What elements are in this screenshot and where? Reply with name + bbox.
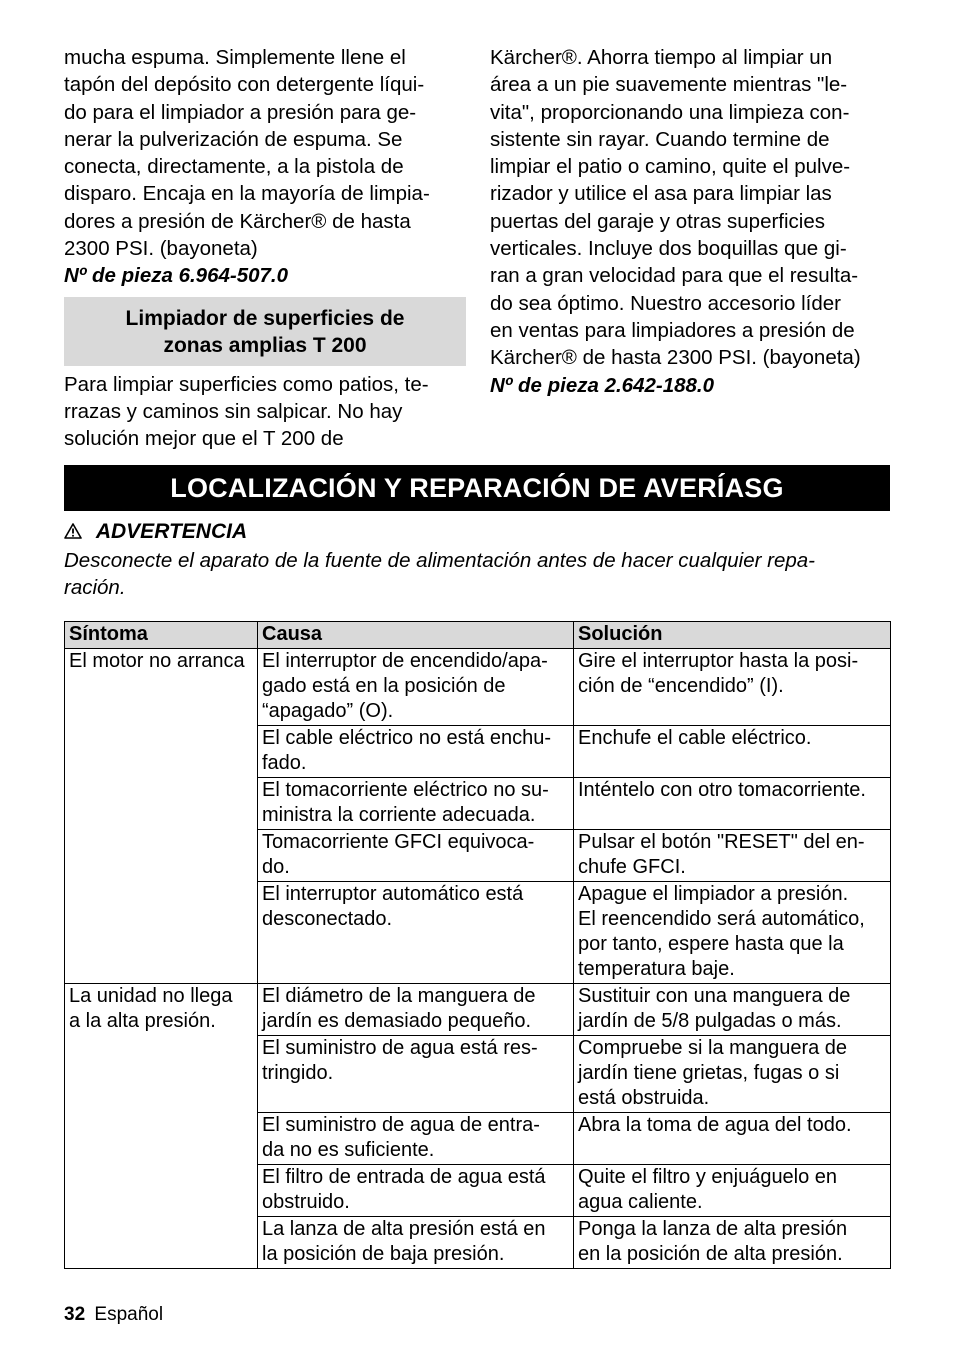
cause-cell: Tomacorriente GFCI equivoca- do.: [258, 830, 574, 882]
troubleshooting-table: [64, 621, 891, 1269]
solution-cell: Enchufe el cable eléctrico.: [574, 726, 891, 778]
footer-language: Español: [94, 1304, 164, 1325]
page-number: 32: [64, 1304, 86, 1325]
part-number-foam-nozzle: Nº de pieza 6.964-507.0: [64, 264, 288, 288]
cause-cell: El tomacorriente eléctrico no su- ministra la corriente adecuada.: [258, 778, 574, 830]
solution-cell: Pulsar el botón "RESET" del en- chufe GFCI.: [574, 830, 891, 882]
section-title: LOCALIZACIÓN Y REPARACIÓN DE AVERÍASG: [64, 465, 890, 511]
intro-paragraph: mucha espuma. Simplemente llene el tapón del depósito con detergente líqui- do para el limpiador a presión para ge- nerar la pulverización de espuma. Se conecta, directamente, a la pistola de disparo. Encaja en la mayoría de limpia- dores a presión de Kärcher® de hasta 2300 PSI. (bayoneta): [64, 46, 430, 261]
symptom-cell: La unidad no llega a la alta presión.: [65, 984, 258, 1269]
cause-cell: El diámetro de la manguera de jardín es demasiado pequeño.: [258, 984, 574, 1036]
cause-cell: El filtro de entrada de agua está obstruido.: [258, 1165, 574, 1217]
table-row: [65, 984, 891, 1036]
header-cause: Causa: [258, 622, 574, 649]
subsection-heading: Limpiador de superficies de zonas amplias T 200: [64, 297, 466, 366]
warning-heading: [64, 518, 247, 546]
cause-cell: El interruptor de encendido/apa- gado está en la posición de “apagado” (O).: [258, 649, 574, 726]
header-symptom: Síntoma: [65, 622, 258, 649]
warning-title: ADVERTENCIA: [95, 520, 248, 543]
cause-cell: El interruptor automático está desconectado.: [258, 882, 574, 984]
cause-cell: El cable eléctrico no está enchu- fado.: [258, 726, 574, 778]
solution-cell: Gire el interruptor hasta la posi- ción de “encendido” (I).: [574, 649, 891, 726]
solution-cell: Inténtelo con otro tomacorriente.: [574, 778, 891, 830]
warning-triangle-icon: [64, 520, 88, 543]
part-number-surface-cleaner: Nº de pieza 2.642-188.0: [490, 373, 714, 397]
warning-text: Desconecte el aparato de la fuente de alimentación antes de hacer cualquier repa- ración.: [64, 549, 816, 599]
cause-cell: La lanza de alta presión está en la posición de baja presión.: [258, 1217, 574, 1269]
surface-cleaner-paragraph-cont: Kärcher®. Ahorra tiempo al limpiar un área a un pie suavemente mientras "le- vita", proporcionando una limpieza con- sistente sin rayar. Cuando termine de limpiar el patio o camino, quite el pulve- rizador y utilice el asa para limpiar las puertas del garaje y otras superficies verticales. Incluye dos boquillas que gi- ran a gran velocidad para que el resulta- do sea óptimo. Nuestro accesorio líder en ventas para limpiadores a presión de Kärcher® de hasta 2300 PSI. (bayoneta): [490, 46, 861, 370]
page-footer: [64, 1303, 163, 1327]
solution-cell: Quite el filtro y enjuáguelo en agua caliente.: [574, 1165, 891, 1217]
surface-cleaner-paragraph: Para limpiar superficies como patios, te- rrazas y caminos sin salpicar. No hay solución mejor que el T 200 de: [64, 372, 429, 451]
solution-cell: Ponga la lanza de alta presión en la posición de alta presión.: [574, 1217, 891, 1269]
solution-cell: Apague el limpiador a presión. El reencendido será automático, por tanto, espere hasta que la temperatura baje.: [574, 882, 891, 984]
left-column: [64, 44, 466, 453]
solution-cell: Compruebe si la manguera de jardín tiene grietas, fugas o si está obstruida.: [574, 1036, 891, 1113]
table-row: [65, 649, 891, 726]
table-header-row: [65, 622, 891, 649]
header-solution: Solución: [574, 622, 891, 649]
symptom-cell: El motor no arranca: [65, 649, 258, 984]
solution-cell: Abra la toma de agua del todo.: [574, 1113, 891, 1165]
cause-cell: El suministro de agua de entra- da no es suficiente.: [258, 1113, 574, 1165]
solution-cell: Sustituir con una manguera de jardín de 5/8 pulgadas o más.: [574, 984, 891, 1036]
cause-cell: El suministro de agua está res- tringido.: [258, 1036, 574, 1113]
right-column: [490, 44, 892, 399]
